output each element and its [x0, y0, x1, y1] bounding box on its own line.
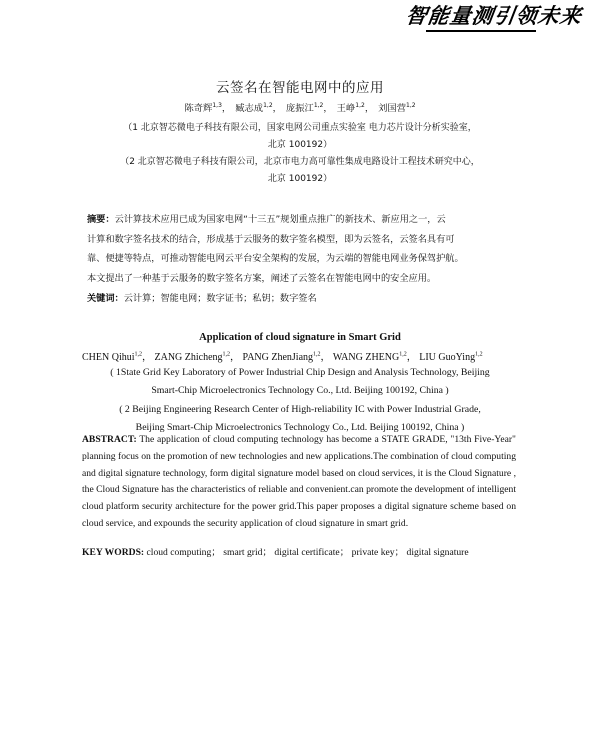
abstract-cn-line: 计算和数字签名技术的结合，形成基于云服务的数字签名模型，即为云签名，云签名具有可 [87, 233, 455, 245]
author-cn: 陈奇辉$^{1,3}$ [184, 101, 222, 114]
author-en: CHEN Qihui$^{1,2}$ [82, 351, 142, 363]
keywords-en-label: KEY WORDS: [82, 547, 145, 558]
author-en: PANG ZhenJiang$^{1,2}$ [242, 351, 321, 363]
paper-title-cn: 云签名在智能电网中的应用 [216, 80, 384, 96]
authors-en: CHEN Qihui$^{1,2}$， ZANG Zhicheng$^{1,2}$， PANG ZhenJiang$^{1,2}$， WANG ZHENG$^{1,2}$， LIU GuoYing$^{1,2}$ [82, 351, 483, 363]
authors-cn: 陈奇辉$^{1,3}$， 臧志成$^{1,2}$， 庞振江$^{1,2}$， 王峥$^{1,2}$， 刘国营$^{1,2}$ [184, 101, 416, 114]
header-underline [426, 30, 536, 32]
affiliation-line: ( 2 Beijing Engineering Research Center of High-reliability IC with Power Industrial Grade, [119, 404, 481, 415]
abstract-en-label: ABSTRACT: [82, 434, 137, 445]
keywords-cn-label: 关键词： [87, 293, 124, 304]
abstract-cn-line: 靠、便捷等特点，可推动智能电网云平台安全架构的发展，为云端的智能电网业务保驾护航。 [87, 253, 464, 264]
abstract-cn-line: 云计算技术应用已成为国家电网“十三五”规划重点推广的新技术、新应用之一，云 [114, 214, 446, 225]
abstract-cn-line: 本文提出了一种基于云服务的数字签名方案，阐述了云签名在智能电网中的安全应用。 [87, 272, 437, 284]
abstract-cn [87, 210, 513, 288]
keywords-en-text: cloud computing； smart grid； digital certificate； private key； digital signature [146, 547, 469, 558]
affiliation-line: （2 北京智芯微电子科技有限公司，北京市电力高可靠性集成电路设计工程技术研究中心， [120, 157, 480, 167]
keywords-cn-text: 云计算；智能电网；数字证书；私钥；数字签名 [123, 293, 317, 304]
author-cn: 臧志成$^{1,2}$ [235, 101, 273, 114]
affiliation-line: （1 北京智芯微电子科技有限公司，国家电网公司重点实验室 电力芯片设计分析实验室， [123, 123, 477, 133]
affiliation-cn-2 [0, 154, 600, 188]
affiliation-line: Smart-Chip Microelectronics Technology Co., Ltd. Beijing 100192, China ) [151, 385, 449, 396]
affiliation-line: 北京 100192） [267, 140, 333, 150]
author-en: LIU GuoYing$^{1,2}$ [419, 351, 483, 363]
keywords-cn [87, 289, 513, 308]
paper-title-en: Application of cloud signature in Smart Grid [199, 332, 401, 343]
author-cn: 王峥$^{1,2}$ [336, 101, 365, 114]
author-cn: 刘国营$^{1,2}$ [378, 101, 416, 114]
affiliation-line: ( 1State Grid Key Laboratory of Power Industrial Chip Design and Analysis Technology, Beijing [110, 367, 490, 378]
author-cn: 庞振江$^{1,2}$ [285, 101, 324, 114]
abstract-en-text: The application of cloud computing technology has become a STATE GRADE, "13th Five-Year" planning focus on the promotion of new technologies and new applications.The combination of cloud computing and digital signature technology, form digital signature model based on cloud services, it is the Cloud Signature , the Cloud Signature has the characteristics of reliable and convenient.can promote the development of intelligent cloud platform security architecture for the power grid.This paper proposes a digital signature scheme based on cloud service, and expounds the security application of cloud signature in smart grid. [82, 434, 516, 529]
abstract-cn-label: 摘要： [87, 214, 115, 225]
journal-header-slogan: 智能量测引领未来 [404, 4, 584, 28]
affiliation-line: Beijing Smart-Chip Microelectronics Technology Co., Ltd. Beijing 100192, China ) [135, 422, 465, 433]
keywords-en [82, 544, 522, 558]
affiliation-en-1 [60, 364, 540, 400]
author-en: ZANG Zhicheng$^{1,2}$ [154, 351, 231, 363]
affiliation-line: 北京 100192） [267, 174, 333, 184]
affiliation-cn-1 [0, 120, 600, 154]
author-en: WANG ZHENG$^{1,2}$ [332, 351, 407, 363]
abstract-en [82, 432, 516, 533]
